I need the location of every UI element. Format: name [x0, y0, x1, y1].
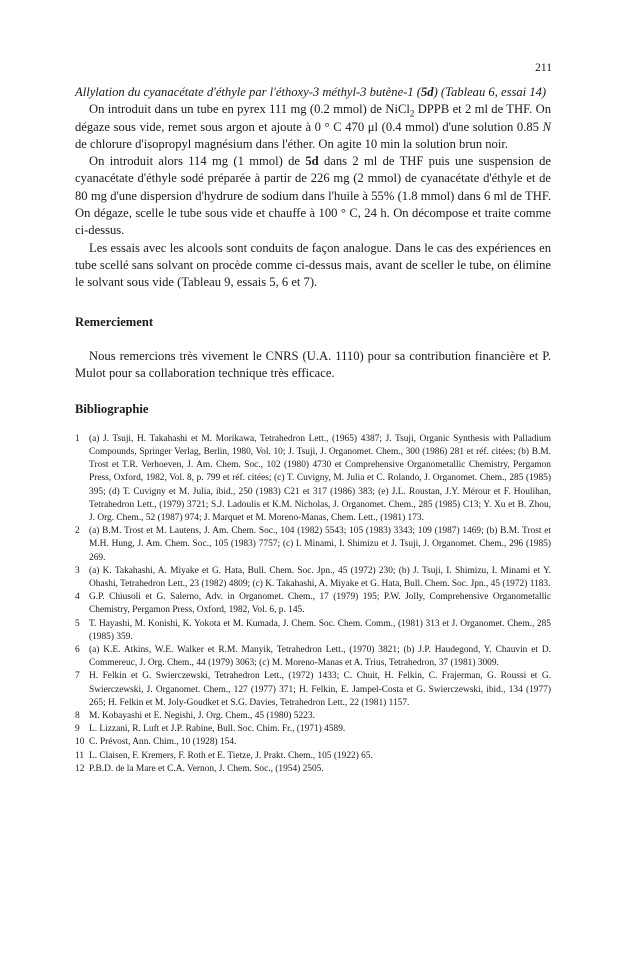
p1-text-a: On introduit dans un tube en pyrex 111 mg (0.2 mmol) de NiCl	[89, 102, 410, 117]
procedure-title-text: Allylation du cyanacétate d'éthyle par l'éthoxy-3 méthyl-3 butène-1 (	[75, 85, 421, 99]
reference-item	[75, 565, 551, 591]
reference-item	[75, 644, 551, 670]
procedure-title-end: ) (Tableau 6, essai 14)	[433, 85, 547, 99]
reference-item	[75, 433, 551, 525]
reference-text: P.B.D. de la Mare et C.A. Vernon, J. Chem. Soc., (1954) 2505.	[89, 763, 324, 774]
p1-text-c: de chlorure d'isopropyl magnésium dans l'éther. On agite 10 min la solution brun noir.	[75, 136, 509, 151]
reference-number: 6	[75, 645, 80, 655]
p1-normality: N	[542, 119, 551, 134]
acknowledgment-text: Nous remercions très vivement le CNRS (U.A. 1110) pour sa contribution financière et P. Mulot pour sa collaboration technique très efficace.	[75, 348, 551, 381]
reference-item	[75, 710, 551, 723]
reference-number: 12	[75, 763, 85, 774]
reference-list	[75, 433, 551, 776]
reference-text: L. Claisen, F. Kremers, F. Roth et E. Tietze, J. Prakt. Chem., 105 (1922) 65.	[89, 750, 373, 761]
reference-item	[75, 723, 551, 736]
reference-number: 9	[75, 724, 80, 735]
reference-number: 5	[75, 618, 80, 629]
reference-number: 2	[75, 526, 80, 537]
reference-text: H. Felkin et G. Swierczewski, Tetrahedron Lett., (1972) 1433; C. Chuit, H. Felkin, C. Frajerman, G. Roussi et G. Swierczewski, J. Organomet. Chem., 127 (1977) 371; H. Felkin, E. Jampel-Costa et G. Swierczewski, ibid., 134 (1977) 265; H. Felkin et M. Joly-Goudket et S.G. Davies, Tetrahedron Lett., 22 (1981) 1157.	[89, 671, 551, 708]
p1-text-b: DPPB et 2 ml de THF. On dégaze sous vide, remet sous argon et ajoute à 0 ° C 470 μl (0.4 mmol) d'une solution 0.85	[75, 102, 551, 134]
procedure-paragraph-3: Les essais avec les alcools sont conduits de façon analogue. Dans le cas des expériences en tube scellé sans solvant on procède comme ci-dessus mais, avant de sceller le tube, on élimine le solvant sous vide (Tableau 9, essais 5, 6 et 7).	[75, 240, 551, 290]
reference-text: (a) B.M. Trost et M. Lautens, J. Am. Chem. Soc., 104 (1982) 5543; 105 (1983) 3343; 109 (1987) 1469; (b) B.M. Trost et M.H. Hung, J. Am. Chem. Soc., 105 (1983) 7757; (c) I. Minami, I. Shimizu et J. Tsuji, J. Organomet. Chem., 296 (1985) 269.	[89, 526, 551, 563]
reference-text: (a) K. Takahashi, A. Miyake et G. Hata, Bull. Chem. Soc. Jpn., 45 (1972) 230; (b) J. Tsuji, I. Shimizu, I. Minami et Y. Ohashi, Tetrahedron Lett., 23 (1982) 4809; (c) K. Takahashi, A. Miyake et G. Hata, Bull. Chem. Soc. Jpn., 45 (1972) 1183.	[89, 565, 551, 589]
p1-subscript: 2	[409, 108, 415, 119]
reference-text: (a) J. Tsuji, H. Takahashi et M. Morikawa, Tetrahedron Lett., (1965) 4387; J. Tsuji, Organic Synthesis with Palladium Compounds, Springer Verlag, Berlin, 1980, Vol. 10; J. Tsuji, J. Organomet. Chem., 300 (1986) 281 et réf. citées; (b) B.M. Trost et T.R. Verhoeven, J. Am. Chem. Soc., 102 (1980) 4730 et Comprehensive Organometallic Chemistry, Pergamon Press, Oxford, 1982, Vol. 8, p. 799 et réf. citées; (c) T. Cuvigny, M. Julia et C. Rolando, J. Organomet. Chem., 285 (1985) 395; (d) T. Cuvigny et M. Julia, ibid., 250 (1983) C21 et 317 (1986) 383; (e) J.L. Roustan, J.Y. Mérour et F. Houlihan, Tetrahedron Lett., (1979) 3721; S.J. Ladoulis et K.M. Nicholas, J. Organomet. Chem., 285 (1985) C13; Y. Xu et B. Zhou, J. Org. Chem., 52 (1987) 974; J. Marquet et M. Moreno-Manas, Chem. Lett., (1981) 173.	[89, 433, 551, 523]
procedure-paragraph-2	[75, 153, 551, 239]
reference-text: (a) K.E. Atkins, W.E. Walker et R.M. Manyik, Tetrahedron Lett., (1970) 3821; (b) J.P. Haudegond, Y. Chauvin et D. Commereuc, J. Org. Chem., 44 (1979) 3063; (c) M. Moreno-Manas et A. Trius, Tetrahedron, 37 (1981) 3009.	[89, 645, 551, 669]
reference-item	[75, 750, 551, 763]
p2-text-b: dans 2 ml de THF puis une suspension de cyanacétate d'éthyle sodé préparée à partir de 226 mg (2 mmol) de cyanacétate d'éthyle et de 80 mg d'une dispersion d'hydrure de sodium dans l'huile à 55% (1.8 mmol) dans 6 ml de THF. On dégaze, scelle le tube sous vide et chauffe à 100 ° C, 24 h. On décompose et traite comme ci-dessus.	[75, 154, 551, 238]
reference-number: 3	[75, 565, 80, 576]
reference-text: M. Kobayashi et E. Negishi, J. Org. Chem., 45 (1980) 5223.	[89, 711, 315, 722]
acknowledgment-heading: Remerciement	[75, 314, 154, 329]
bibliography-heading: Bibliographie	[75, 402, 149, 417]
reference-number: 10	[75, 737, 85, 748]
p2-text-a: On introduit alors 114 mg (1 mmol) de	[89, 154, 306, 169]
reference-item	[75, 763, 551, 776]
procedure-title	[75, 84, 551, 101]
experimental-section	[75, 84, 551, 776]
reference-text: C. Prévost, Ann. Chim., 10 (1928) 154.	[89, 737, 237, 748]
reference-number: 8	[75, 711, 80, 722]
reference-item	[75, 670, 551, 710]
reference-number: 4	[75, 592, 80, 603]
reference-text: G.P. Chiusoli et G. Salerno, Adv. in Organomet. Chem., 17 (1979) 195; P.W. Jolly, Comprehensive Organometallic Chemistry, Pergamon Press, Oxford, 1982, Vol. 6, p. 145.	[89, 592, 551, 616]
reference-item	[75, 736, 551, 749]
reference-number: 7	[75, 671, 80, 682]
page-number: 211	[535, 62, 552, 74]
reference-item	[75, 525, 551, 565]
reference-text: T. Hayashi, M. Konishi, K. Yokota et M. Kumada, J. Chem. Soc. Chem. Comm., (1981) 313 et J. Organomet. Chem., 285 (1985) 359.	[89, 618, 551, 642]
p2-compound-ref: 5d	[305, 154, 319, 169]
reference-item	[75, 591, 551, 617]
reference-number: 1	[75, 433, 80, 444]
reference-text: L. Lizzani, R. Luft et J.P. Rabine, Bull. Soc. Chim. Fr., (1971) 4589.	[89, 724, 346, 735]
procedure-paragraph-1	[75, 101, 551, 153]
compound-ref: 5d	[421, 85, 434, 99]
reference-item	[75, 618, 551, 644]
reference-number: 11	[75, 750, 85, 761]
